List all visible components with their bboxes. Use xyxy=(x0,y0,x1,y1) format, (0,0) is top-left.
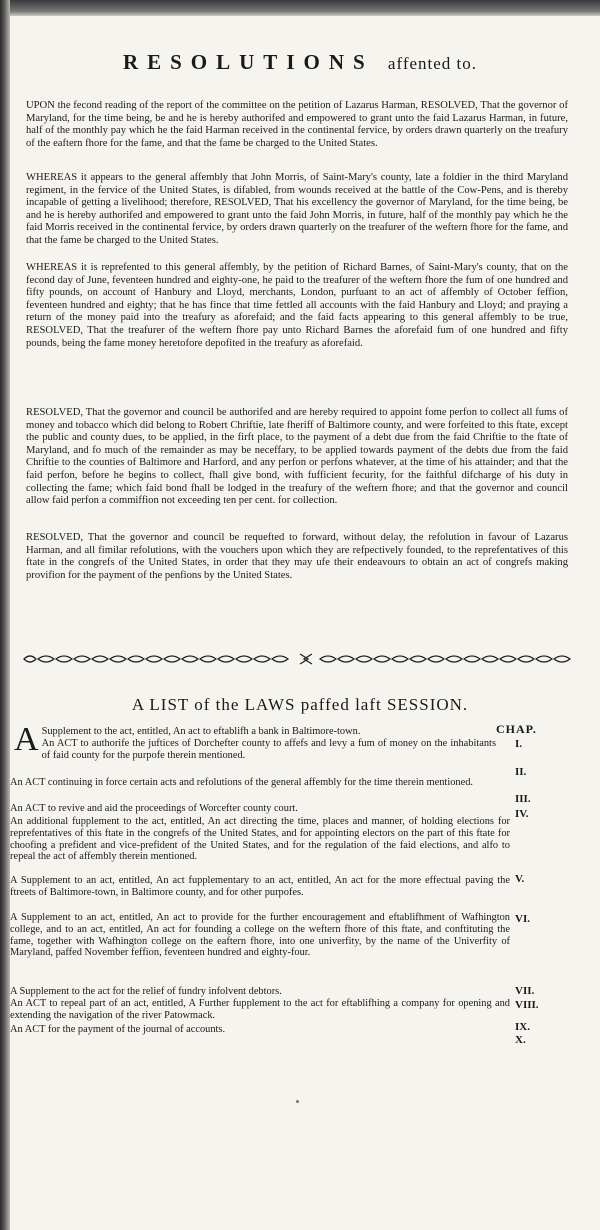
dropcap-letter: A xyxy=(14,721,39,758)
law-number: IX. xyxy=(515,1021,530,1033)
resolutions-title-main: RESOLUTIONS xyxy=(122,50,374,74)
resolutions-title xyxy=(90,50,510,75)
ink-speck xyxy=(296,1100,299,1103)
law-number: I. xyxy=(515,738,523,750)
laws-list-title: A LIST of the LAWS paffed laft SESSION. xyxy=(131,695,469,714)
law-number: IV. xyxy=(515,808,529,820)
law-item: An ACT for the payment of the journal of accounts. xyxy=(10,1024,226,1035)
law-item: An additional fupplement to the act, entitled, An act directing the time, places and manner, of holding elections for reprefentatives of this ftate in the congrefs of the United States, and for appointing electors on the part of this ftate for choofing a prefident and vice-prefident of the United States, and for the regulation of the faid elections, and alfo to repeal the act of affembly therein mentioned. xyxy=(10,816,510,863)
law-item: A Supplement to the act for the relief of fundry infolvent debtors. xyxy=(10,986,282,997)
chapter-heading: CHAP. xyxy=(496,722,537,736)
law-number: V. xyxy=(515,873,525,885)
resolution-paragraph-forward: RESOLVED, That the governor and council be requefted to forward, without delay, the refolution in favour of Lazarus Harman, and all fimilar refolutions, with the vouchers upon which they are refpectively founded, to the reprefentatives of this ftate in the congrefs of the United States, in order that they may ufe their endeavours to obtain an act of congrefs making provifion for the payment of the penfions by the United States. xyxy=(26,532,568,581)
resolutions-title-tail: affented to. xyxy=(387,54,478,73)
resolution-paragraph-morris: WHEREAS it appears to the general affembly that John Morris, of Saint-Mary's county, late a foldier in the third Maryland regiment, in the fervice of the United States, is difabled, from wounds received at the battle of the Cow-Pens, and is thereby incapable of getting a livelihood; therefore, RESOLVED, That his excellency the governor of Maryland, for the time being, be and he is hereby authorifed and empowered to grant unto the faid John Morris, in future, half of the monthly pay which he the faid Morris received in the continental fervice, by orders drawn quarterly on the treafurer of the weftern fhore for the fame, and that the fame be charged to the United States. xyxy=(26,172,568,246)
ornamental-divider xyxy=(20,652,580,666)
resolution-paragraph-christie: RESOLVED, That the governor and council be authorifed and are hereby required to appoint fome perfon to collect all fums of money and tobacco which did belong to Robert Chriftie, late fheriff of Baltimore county, and were forfeited to this ftate, except the public and county dues, to be applied, in the firft place, to the payment of a debt due from the faid Chriftie to the ftate of Maryland, and fo much of the remainder as may be neceffary, to be applied towards payment of the debts due from the faid Chriftie to the counties of Baltimore and Harford, and any perfon or perfons whatever, at the time of his attainder; and that the faid perfon, before he begins to collect, fhall give bond, with fufficient fecurity, for the faithful difcharge of his duty in collecting the fame; which faid bond fhall be lodged in the treafury of the weftern fhore; and that the governor and council allow faid perfon a commiffion not exceeding ten per cent. for collection. xyxy=(26,407,568,507)
law-number: II. xyxy=(515,766,527,778)
law-item: An ACT continuing in force certain acts and refolutions of the general affembly for the time therein mentioned. xyxy=(10,777,474,788)
law-item: A Supplement to an act, entitled, An act fupplementary to an act, entitled, An act for the more effectual paving the ftreets of Baltimore-town, in Baltimore county, and for other purpofes. xyxy=(10,875,510,898)
law-item: An ACT to revive and aid the proceedings of Worcefter county court. xyxy=(10,803,298,814)
resolution-paragraph-barnes: WHEREAS it is reprefented to this general affembly, by the petition of Richard Barnes, of Saint-Mary's county, that on the fecond day of June, feventeen hundred and eighty-one, he paid to the treafurer of the weftern fhore the fum of one hundred and fifty pounds, on account of Hanbury and Lloyd, merchants, London, purfuant to an act of affembly of October feffion, feventeen hundred and eighty; that he has fince that time fettled all accounts with the faid Hanbury and Lloyd; and praying a return of the money paid into the treafury as aforefaid; and the faid facts appearing to this general affembly to be true, RESOLVED, That the treafurer of the weftern fhore pay unto Richard Barnes the aforefaid fum of one hundred and fifty pounds, being the fame money heretofore depofited in the treafury as aforefaid. xyxy=(26,262,568,349)
law-text: An ACT to authorife the juftices of Dorchefter county to affefs and levy a fum of money on the inhabitants of faid county for the purpofe therein mentioned. xyxy=(41,737,496,761)
law-item: An ACT to repeal part of an act, entitled, A Further fupplement to the act for eftablifhing a company for opening and extending the navigation of the river Patowmack. xyxy=(10,998,510,1021)
resolution-paragraph-harman: UPON the fecond reading of the report of the committee on the petition of Lazarus Harman, RESOLVED, That the governor of Maryland, for the time being, be and he is hereby authorifed and empowered to grant unto the faid Lazarus Harman, in future, half of the monthly pay which he the faid Harman received in the continental fervice, by orders drawn quarterly on the treafury of the eaftern fhore for the fame, and that the fame be charged to the United States. xyxy=(26,100,568,149)
law-number: X. xyxy=(515,1034,526,1046)
law-number: VIII. xyxy=(515,999,539,1011)
law-item xyxy=(14,721,496,761)
law-text: Supplement to the act, entitled, An act to eftablifh a bank in Baltimore-town. xyxy=(41,726,361,737)
book-spine xyxy=(0,0,10,1230)
law-item: A Supplement to an act, entitled, An act to provide for the further encouragement and eftablifhment of Wafhington college, and to an act, entitled, An act for founding a college on the weftern fhore of this ftate, and conftituting the fame, together with Wafhington college on the eaftern fhore, into one univerfity, by the name of the Univerfity of Maryland, paffed November feffion, feventeen hundred and eighty-four. xyxy=(10,912,510,959)
law-number: VI. xyxy=(515,913,530,925)
law-number: III. xyxy=(515,793,531,805)
page-top-edge xyxy=(10,0,600,16)
law-number: VII. xyxy=(515,985,535,997)
